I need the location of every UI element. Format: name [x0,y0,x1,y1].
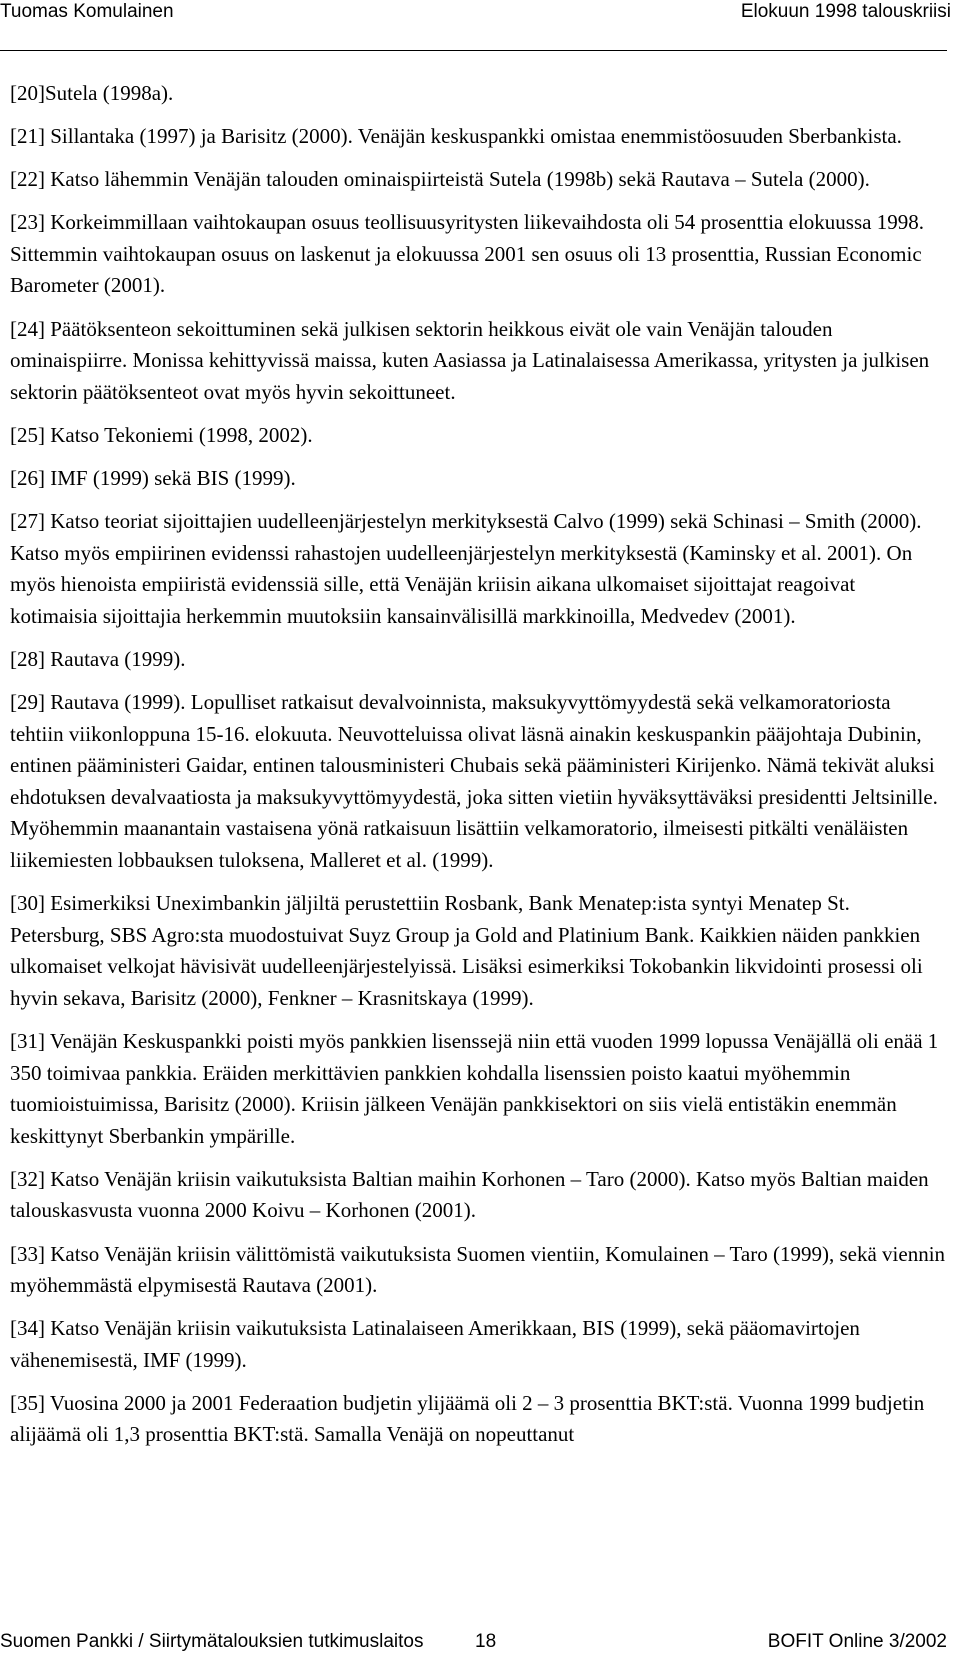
endnote-26: [26] IMF (1999) sekä BIS (1999). [10,465,296,490]
page-header [0,0,951,51]
header-author: Tuomas Komulainen [0,1,174,22]
endnote-24: [24] Päätöksenteon sekoittuminen sekä julkisen sektorin heikkous eivät ole vain Venäjän talouden ominaispiirre. Monissa kehittyvissä maissa, kuten Aasiassa ja Latinalaisessa Amerikassa, yritysten ja julkisen sektorin päätöksenteot ovat myös hyvin sekoittuneet. [10,316,930,404]
endnotes-list [10,78,946,1463]
endnote-23: [23] Korkeimmillaan vaihtokaupan osuus teollisuusyritysten liikevaihdosta oli 54 prosenttia elokuussa 1998. Sittemmin vaihtokaupan osuus on laskenut ja elokuussa 2001 sen osuus oli 13 prosenttia, Russian Economic Barometer (2001). [10,210,924,298]
endnote-31: [31] Venäjän Keskuspankki poisti myös pankkien lisenssejä niin että vuoden 1999 lopussa Venäjällä oli enää 1 350 toimivaa pankkia. Eräiden merkittävien pankkien kohdalla lisenssien poisto kaatui myöhemmin tuomioistuimissa, Barisitz (2000). Kriisin jälkeen Venäjän pankkisektori on siis vielä entistäkin enemmän keskittynyt Sberbankin ympärille. [10,1028,939,1148]
endnote-27: [27] Katso teoriat sijoittajien uudelleenjärjestelyn merkityksestä Calvo (1999) sekä Schinasi – Smith (2000). Katso myös empiirinen evidenssi rahastojen uudelleenjärjestelyn merkityksestä (Kaminsky et al. 2001). On myös hienoista empiiristä evidenssiä sille, että Venäjän kriisin aikana ulkomaiset sijoittajat reagoivat kotimaisia sijoittajia herkemmin muutoksiin kansainvälisillä markkinoilla, Medvedev (2001). [10,509,922,628]
endnote-34: [34] Katso Venäjän kriisin vaikutuksista Latinalaiseen Amerikkaan, BIS (1999), sekä pääomavirtojen vähenemisestä, IMF (1999). [10,1316,860,1372]
endnote-30: [30] Esimerkiksi Uneximbankin jäljiltä perustettiin Rosbank, Bank Menatep:ista syntyi Menatep St. Petersburg, SBS Agro:sta muodostuivat Suyz Group ja Gold and Platinium Bank. Kaikkien näiden pankkien ulkomaiset velkojat hävisivät uudelleenjärjestelyissä. Lisäksi esimerkiksi Tokobankin likvidointi prosessi oli hyvin sekava, Barisitz (2000), Fenkner – Krasnitskaya (1999). [10,891,923,1010]
page-footer [0,1631,947,1661]
header-title: Elokuun 1998 talouskriisi [740,1,951,22]
endnote-22: [22] Katso lähemmin Venäjän talouden ominaispiirteistä Sutela (1998b) sekä Rautava – Sutela (2000). [10,167,870,192]
endnote-35: [35] Vuosina 2000 ja 2001 Federaation budjetin ylijäämä oli 2 – 3 prosenttia BKT:stä. Vuonna 1999 budjetin alijäämä oli 1,3 prosenttia BKT:stä. Samalla Venäjä on nopeuttanut [10,1390,925,1447]
footer-publication: BOFIT Online 3/2002 [767,1631,947,1652]
footer-institution: Suomen Pankki / Siirtymätalouksien tutkimuslaitos [0,1631,424,1652]
endnote-33: [33] Katso Venäjän kriisin välittömistä vaikutuksista Suomen vientiin, Komulainen – Taro (1999), sekä viennin myöhemmästä elpymisestä Rautava (2001). [10,1241,946,1298]
endnote-25: [25] Katso Tekoniemi (1998, 2002). [10,422,313,447]
endnote-28: [28] Rautava (1999). [10,646,186,671]
endnote-29: [29] Rautava (1999). Lopulliset ratkaisut devalvoinnista, maksukyvyttömyydestä sekä velkamoratoriosta tehtiin viikonloppuna 15-16. elokuuta. Neuvotteluissa olivat läsnä ainakin keskuspankin pääjohtaja Dubinin, entinen pääministeri Gaidar, entinen talousministeri Chubais sekä pääministeri Kirijenko. Nämä tekivät aluksi ehdotuksen devalvaatiosta ja maksukyvyttömyydestä, joka sitten vietiin hyväksyttäväksi presidentti Jeltsinille. Myöhemmin maanantain vastaisena yönä ratkaisuun lisättiin velkamoratorio, ilmeisesti pitkälti venäläisten liikemiesten lobbauksen tuloksena, Malleret et al. (1999). [10,690,938,872]
endnote-20: [20]Sutela (1998a). [10,81,174,105]
endnote-32: [32] Katso Venäjän kriisin vaikutuksista Baltian maihin Korhonen – Taro (2000). Katso myös Baltian maiden talouskasvusta vuonna 2000 Koivu – Korhonen (2001). [10,1166,929,1223]
page-number: 18 [475,1631,497,1652]
endnote-21: [21] Sillantaka (1997) ja Barisitz (2000). Venäjän keskuspankki omistaa enemmistöosuuden Sberbankista. [10,124,902,149]
